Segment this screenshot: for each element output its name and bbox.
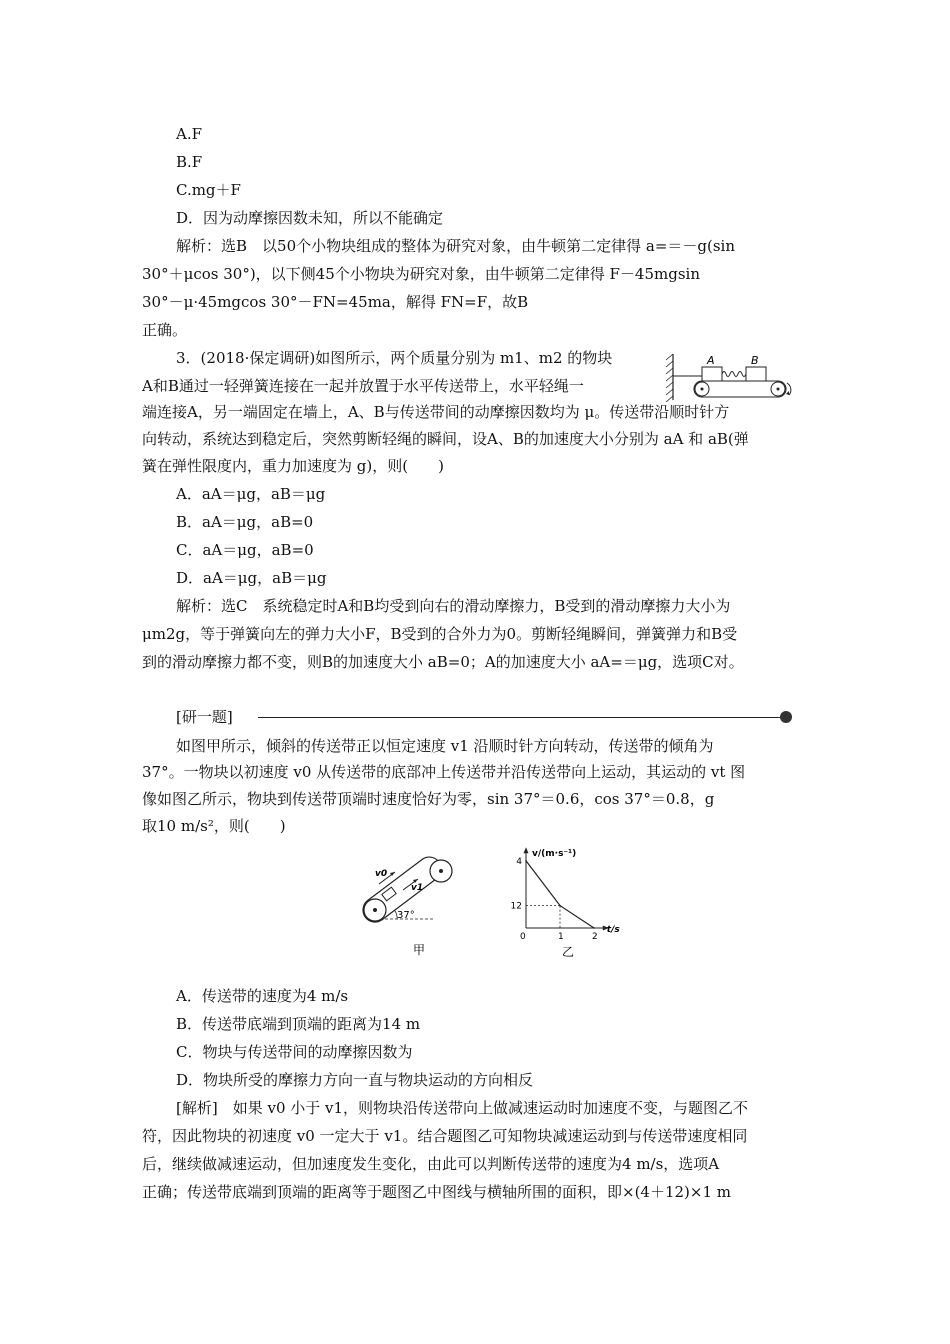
section-header: [研一题] (176, 708, 233, 726)
study-stem-line-2: 37°。一物块以初速度 v0 从传送带的底部冲上传送带并沿传送带向上运动，其运动的 vt 图 (142, 763, 746, 781)
q2-option-c: C.mg＋F (176, 181, 241, 199)
section-divider-dot (780, 711, 792, 723)
data-point (559, 905, 561, 907)
section-divider (258, 717, 780, 718)
study-option-c: C．物块与传送带间的动摩擦因数为 (176, 1043, 413, 1061)
study-stem-line-4: 取10 m/s²，则( ) (142, 817, 286, 835)
block-a (702, 367, 722, 381)
q3-stem-line-3: 端连接A，另一端固定在墙上，A、B与传送带间的动摩擦因数均为 μ。传送带沿顺时针方 (142, 403, 730, 421)
block-a-label: A (707, 354, 715, 367)
y-tick-label: 12 (510, 901, 522, 912)
q3-option-a: A．aA＝μg，aB＝μg (176, 485, 326, 503)
spring (722, 372, 746, 377)
q3-option-b: B．aA＝μg，aB=0 (176, 513, 314, 531)
y-axis-arrow (524, 847, 529, 853)
figure-jia-incline (355, 852, 475, 962)
q3-option-c: C．aA＝μg，aB=0 (176, 541, 314, 559)
q3-stem-line-1: 3．(2018·保定调研)如图所示，两个质量分别为 m1、m2 的物块 (176, 349, 613, 367)
x-tick-label: 2 (592, 932, 598, 942)
data-point (593, 927, 595, 929)
block-b-label: B (751, 354, 759, 367)
wall-hatching (666, 354, 673, 402)
q3-stem-line-2: A和B通过一轻弹簧连接在一起并放置于水平传送带上，水平轻绳一 (142, 377, 584, 395)
x-tick-label: 0 (520, 932, 526, 942)
study-option-a: A．传送带的速度为4 m/s (176, 987, 349, 1005)
study-analysis-line-1: [解析] 如果 v0 小于 v1，则物块沿传送带向上做减速运动时加速度不变，与题图乙不 (176, 1099, 749, 1117)
x-axis-label: t/s (606, 925, 620, 935)
v0-label: v0 (375, 869, 388, 879)
q2-option-b: B.F (176, 153, 203, 171)
study-stem-line-3: 像如图乙所示，物块到传送带顶端时速度恰好为零，sin 37°＝0.6，cos 37°＝0.8，g (142, 790, 715, 808)
q3-solution-line-3: 到的滑动摩擦力都不变，则B的加速度大小 aB=0；A的加速度大小 aA=＝μg，选项C对。 (142, 653, 744, 671)
q3-conveyor-figure (662, 350, 802, 402)
q2-option-d: D．因为动摩擦因数未知，所以不能确定 (176, 209, 444, 227)
q3-solution-line-2: μm2g，等于弹簧向左的弹力大小F，B受到的合外力为0。剪断轻绳瞬间，弹簧弹力和B受 (142, 625, 738, 643)
q3-stem-line-5: 簧在弹性限度内，重力加速度为 g)，则( ) (142, 457, 444, 475)
angle-label: 37° (397, 910, 415, 921)
data-point (525, 860, 527, 862)
study-analysis-line-2: 符，因此物块的初速度 v0 一定大于 v1。结合题图乙可知物块减速运动到与传送带速度相同 (142, 1127, 748, 1145)
y-axis-label: v/(m·s⁻¹) (532, 849, 577, 859)
v1-label: v1 (411, 883, 424, 893)
study-option-b: B．传送带底端到顶端的距离为14 m (176, 1015, 421, 1033)
q2-solution-line-2: 30°＋μcos 30°)，以下侧45个小物块为研究对象，由牛顿第二定律得 F－45mgsin (142, 265, 701, 283)
q3-option-d: D．aA＝μg，aB＝μg (176, 569, 327, 587)
x-tick-label: 1 (558, 932, 564, 942)
y-tick-label: 4 (516, 856, 522, 867)
q2-option-a: A.F (176, 125, 203, 143)
q3-stem-line-4: 向转动，系统达到稳定后，突然剪断轻绳的瞬间，设A、B的加速度大小分别为 aA 和 aB(弹 (142, 430, 749, 448)
q2-solution-line-1: 解析：选B 以50个小物块组成的整体为研究对象，由牛顿第二定律得 a=＝－g(sin (176, 237, 736, 255)
q2-solution-line-4: 正确。 (142, 321, 188, 339)
figure-yi-caption: 乙 (562, 945, 575, 959)
study-analysis-line-4: 正确；传送带底端到顶端的距离等于题图乙中图线与横轴所围的面积，即×(4＋12)×1 m (142, 1183, 732, 1201)
block-b (746, 367, 766, 381)
figure-jia-caption: 甲 (413, 943, 426, 957)
study-option-d: D．物块所受的摩擦力方向一直与物块运动的方向相反 (176, 1071, 534, 1089)
study-analysis-line-3: 后，继续做减速运动，但加速度发生变化，由此可以判断传送带的速度为4 m/s，选项A (142, 1155, 720, 1173)
q3-solution-line-1: 解析：选C 系统稳定时A和B均受到向右的滑动摩擦力，B受到的滑动摩擦力大小为 (176, 597, 731, 615)
q2-solution-line-3: 30°－μ·45mgcos 30°－FN=45ma，解得 FN=F，故B (142, 293, 529, 311)
study-stem-line-1: 如图甲所示，倾斜的传送带正以恒定速度 v1 沿顺时针方向转动，传送带的倾角为 (176, 737, 714, 755)
figure-yi-vt-graph (500, 844, 640, 962)
